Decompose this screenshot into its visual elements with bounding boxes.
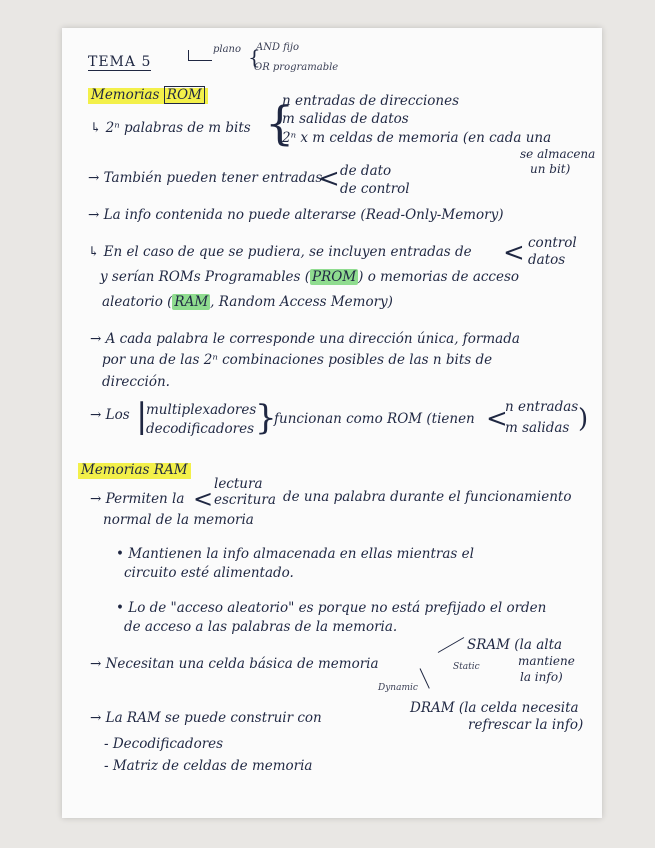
- ram-bullet-1-line-b: circuito esté alimentado.: [124, 565, 294, 581]
- plano-or: OR programable: [254, 62, 339, 73]
- rom-intro: ↳ 2ⁿ palabras de m bits: [90, 120, 251, 136]
- ram-perm-angle: <: [193, 485, 214, 513]
- ram-dram-a: DRAM (la celda necesita: [410, 700, 579, 716]
- prom-highlight: PROM: [312, 269, 357, 285]
- rom-list-item-1: n entradas de direcciones: [282, 93, 460, 109]
- ram-static-label: Static: [453, 662, 480, 672]
- rom-mux-opt-1: multiplexadores: [146, 402, 257, 418]
- rom-case-opt-2: datos: [528, 252, 566, 268]
- ram-highlight: RAM: [174, 294, 209, 310]
- plano-brace: {: [248, 45, 261, 69]
- rom-palabra-line-1: → A cada palabra le corresponde una dirección única, formada: [90, 331, 520, 347]
- rom-palabra-line-3: dirección.: [102, 374, 170, 390]
- rom-heading-highlight: ROM: [164, 86, 205, 104]
- rom-palabra-line-2: por una de las 2ⁿ combinaciones posibles de las n bits de: [102, 352, 493, 368]
- ram-bullet-2-line-b: de acceso a las palabras de la memoria.: [124, 619, 398, 635]
- ram-perm-opt-2: escritura: [214, 492, 276, 508]
- rom-prom-line: y serían ROMs Programables ( PROM ) o memorias de acceso: [100, 269, 520, 285]
- plano-label: plano: [213, 44, 242, 55]
- ram-perm-line-2: normal de la memoria: [103, 512, 254, 528]
- rom-entradas-opt-1: de dato: [340, 163, 392, 179]
- plano-and: AND fijo: [256, 42, 299, 53]
- rom-mux-angle: <: [486, 404, 508, 434]
- ram-heading: Memorias RAM: [78, 463, 191, 479]
- rom-intro-brace: {: [265, 96, 295, 150]
- plano-connector-vertical: [188, 50, 189, 60]
- ram-build-item-1: - Decodificadores: [104, 736, 224, 752]
- page-title: TEMA 5: [88, 54, 152, 70]
- rom-case-opt-1: control: [528, 235, 577, 251]
- rom-info-line: → La info contenida no puede alterarse (Read-Only-Memory): [88, 207, 504, 223]
- rom-case-line: ↳ En el caso de que se pudiera, se incluyen entradas de: [88, 244, 472, 260]
- rom-entradas-brace: <: [318, 164, 340, 194]
- ram-build-line: → La RAM se puede construir con: [90, 710, 322, 726]
- ram-perm-prefix: → Permiten la: [90, 491, 185, 507]
- ram-sram-a: SRAM (la alta: [467, 637, 563, 653]
- ram-bullet-2-line-a: • Lo de "acceso aleatorio" es porque no está prefijado el orden: [116, 600, 547, 616]
- rom-mux-right-brace: }: [255, 398, 277, 438]
- rom-mux-left-brace: |: [136, 396, 148, 436]
- rom-heading: Memorias ROM: [88, 88, 208, 104]
- rom-list-item-2: m salidas de datos: [282, 111, 409, 127]
- rom-note-2: un bit): [530, 162, 571, 176]
- rom-case-brace: <: [503, 238, 525, 268]
- rom-mux-right-2: m salidas: [505, 420, 570, 436]
- ram-celda-line: → Necesitan una celda básica de memoria: [90, 656, 379, 672]
- rom-mux-opt-2: decodificadores: [146, 421, 255, 437]
- rom-entradas-opt-2: de control: [340, 181, 410, 197]
- rom-mux-mid: funcionan como ROM (tienen: [274, 411, 475, 427]
- ram-perm-suffix: de una palabra durante el funcionamiento: [283, 489, 572, 505]
- rom-mux-right-1: n entradas: [505, 399, 579, 415]
- rom-note-1: se almacena: [520, 147, 596, 161]
- plano-connector: [188, 60, 212, 61]
- ram-sram-c: la info): [520, 670, 563, 684]
- rom-entradas-line: → También pueden tener entradas: [88, 170, 323, 186]
- ram-sram-b: mantiene: [518, 654, 575, 668]
- ram-bullet-1-line-a: • Mantienen la info almacenada en ellas mientras el: [116, 546, 474, 562]
- ram-perm-opt-1: lectura: [214, 476, 263, 492]
- rom-ram-line: aleatorio ( RAM , Random Access Memory): [102, 294, 393, 310]
- ram-dram-b: refrescar la info): [468, 717, 584, 733]
- ram-dynamic-label: Dynamic: [378, 683, 418, 693]
- rom-mux-close-paren: ): [578, 404, 589, 434]
- rom-mux-prefix: → Los: [90, 407, 130, 423]
- rom-list-item-3: 2ⁿ x m celdas de memoria (en cada una: [282, 130, 552, 146]
- ram-build-item-2: - Matriz de celdas de memoria: [104, 758, 313, 774]
